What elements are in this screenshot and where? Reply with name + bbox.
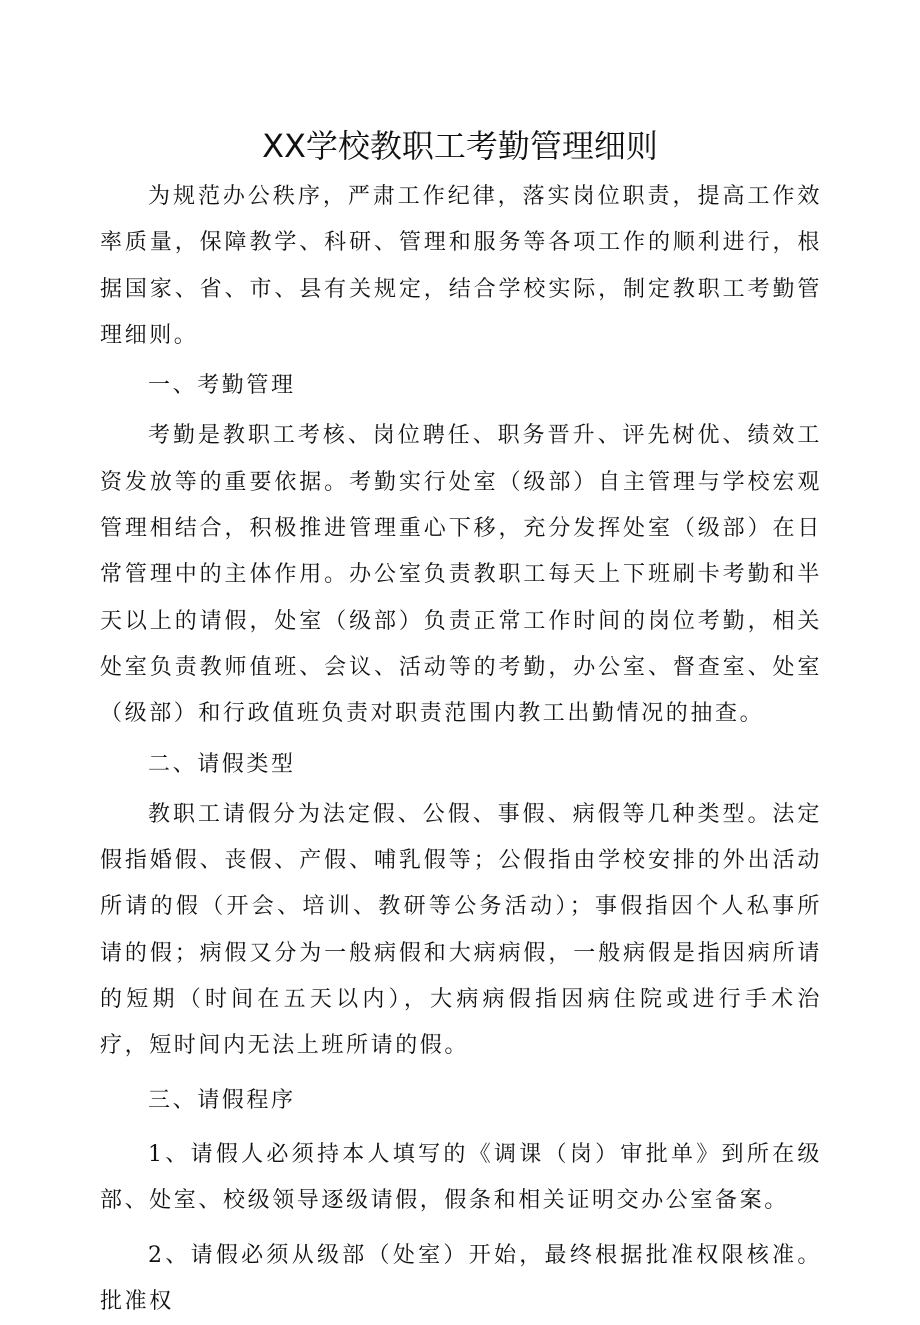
attendance-paragraph: 考勤是教职工考核、岗位聘任、职务晋升、评先树优、绩效工资发放等的重要依据。考勤实行处室（级部）自主管理与学校宏观管理相结合，积极推进管理重心下移，充分发挥处室（级部）在日常管理中的主体作用。办公室负责教职工每天上下班刷卡考勤和半天以上的请假，处室（级部）负责正常工作时间的岗位考勤，相关处室负责教师值班、会议、活动等的考勤，办公室、督查室、处室（级部）和行政值班负责对职责范围内教工出勤情况的抽查。 xyxy=(100,423,822,727)
document-body xyxy=(100,174,822,1325)
procedure-item-1: 1、请假人必须持本人填写的《调课（岗）审批单》到所在级部、处室、校级领导逐级请假，假条和相关证明交办公室备案。 xyxy=(100,1141,822,1214)
section-heading-leave-procedure: 三、请假程序 xyxy=(148,1087,296,1113)
procedure-item-2: 2、请假必须从级部（处室）开始，最终根据批准权限核准。批准权 xyxy=(100,1242,822,1314)
section-heading-leave-types: 二、请假类型 xyxy=(148,751,296,777)
leave-types-paragraph: 教职工请假分为法定假、公假、事假、病假等几种类型。法定假指婚假、丧假、产假、哺乳假等；公假指由学校安排的外出活动所请的假（开会、培训、教研等公务活动）；事假指因个人私事所请的假；病假又分为一般病假和大病病假，一般病假是指因病所请的短期（时间在五天以内），大病病假指因病住院或进行手术治疗，短时间内无法上班所请的假。 xyxy=(100,801,822,1059)
document-title: XX学校教职工考勤管理细则 xyxy=(262,127,658,165)
section-heading-attendance: 一、考勤管理 xyxy=(148,373,296,399)
intro-paragraph: 为规范办公秩序，严肃工作纪律，落实岗位职责，提高工作效率质量，保障教学、科研、管理和服务等各项工作的顺利进行，根据国家、省、市、县有关规定，结合学校实际，制定教职工考勤管理细则。 xyxy=(100,184,822,348)
